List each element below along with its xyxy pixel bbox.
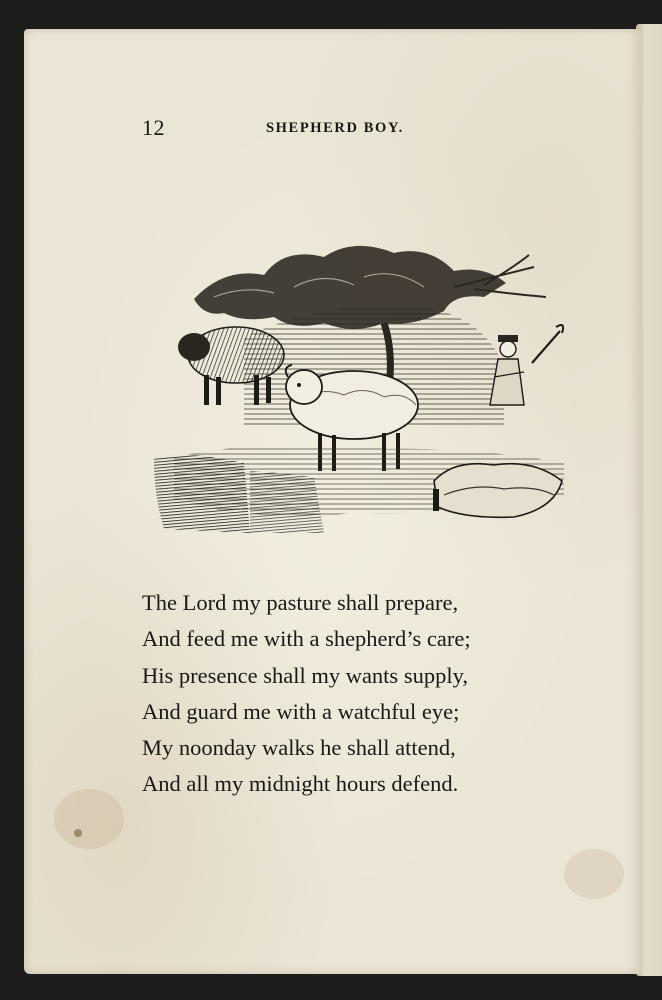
- verse-line: The Lord my pasture shall prepare,: [142, 590, 459, 615]
- verse-stanza: [142, 585, 612, 803]
- verse-line: My noonday walks he shall attend,: [142, 735, 456, 761]
- paper-stain: [54, 789, 124, 849]
- page-header: [142, 115, 542, 145]
- cliff-shadow: [250, 471, 324, 533]
- running-head: SHEPHERD BOY.: [266, 120, 404, 136]
- verse-line: And guard me with a watchful eye;: [142, 698, 460, 724]
- verse-line: His presence shall my wants supply,: [142, 662, 468, 688]
- shepherd-boy: [490, 325, 563, 405]
- paper-stain: [564, 849, 624, 899]
- paper-spot: [74, 829, 82, 837]
- cliff: [154, 455, 250, 533]
- dark-sheep: [178, 327, 284, 405]
- verse-line: And all my midnight hours defend.: [142, 771, 459, 797]
- verse-line: And feed me with a shepherd’s care;: [142, 626, 471, 652]
- woodcut-illustration: [154, 227, 564, 533]
- page-number: 12: [142, 115, 165, 140]
- book-page: [24, 29, 641, 974]
